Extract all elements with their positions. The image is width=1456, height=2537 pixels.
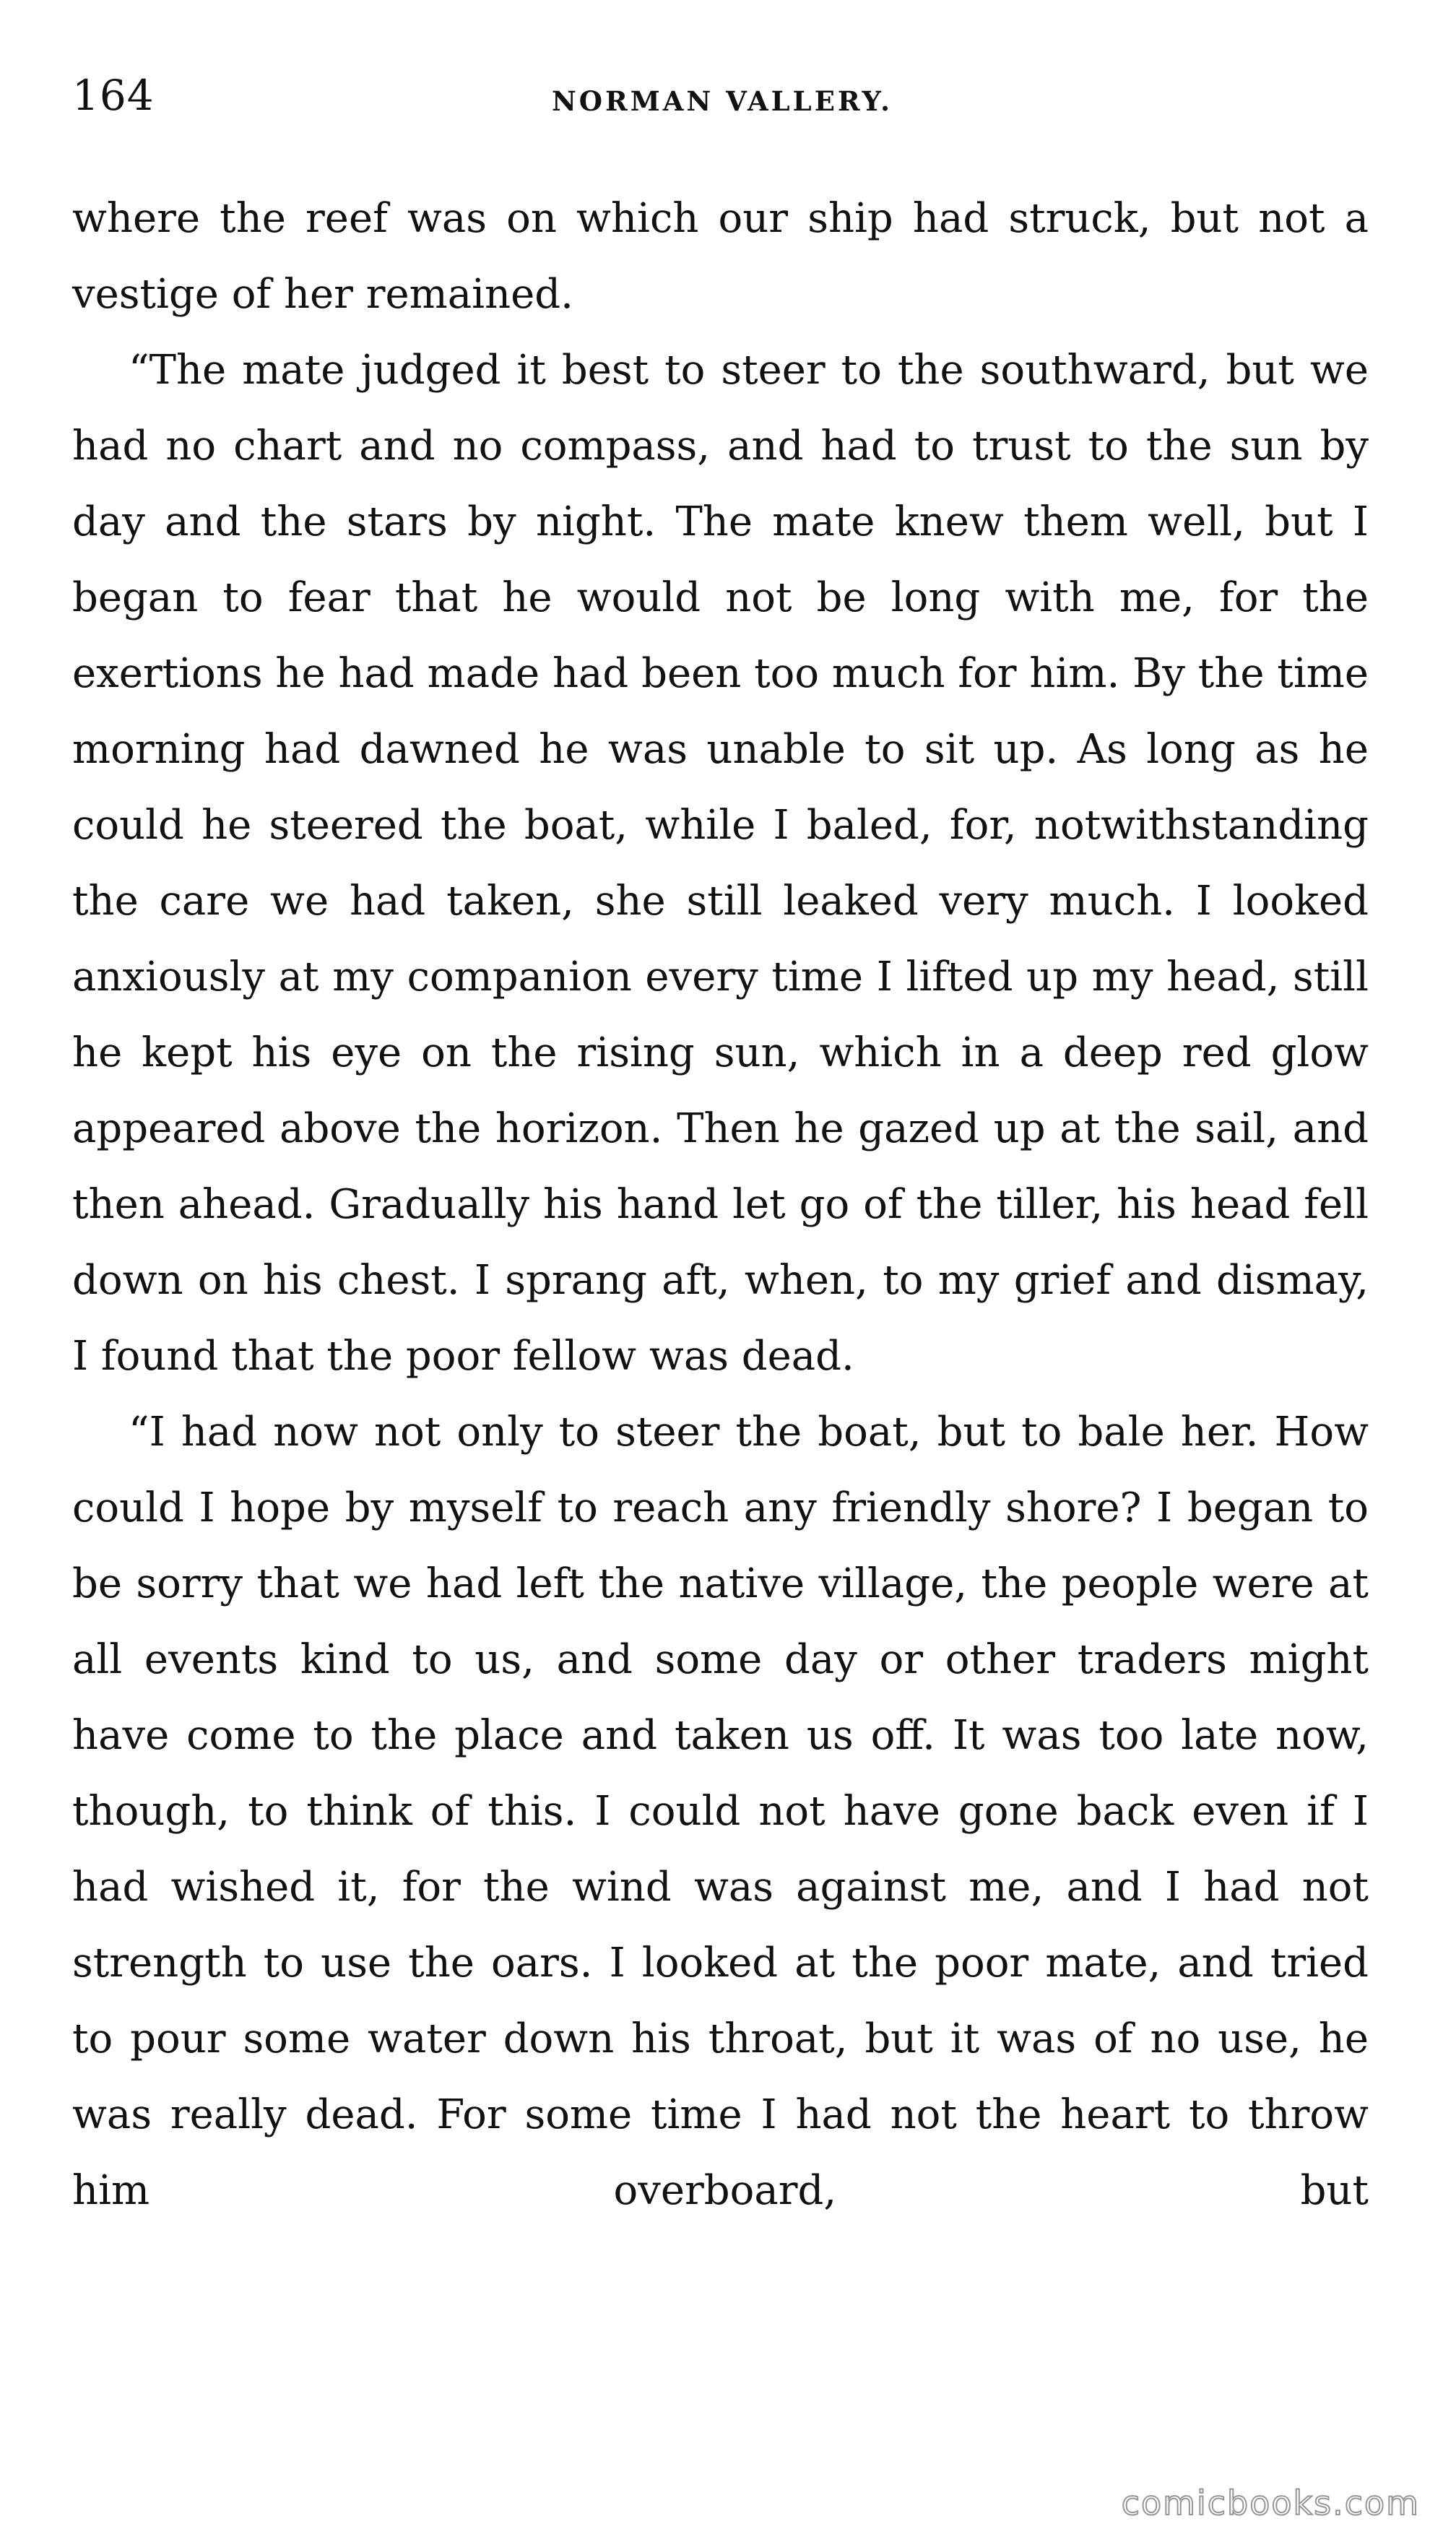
page-number: 164 [72,71,155,120]
body-text [72,181,1369,2229]
watermark: comicbooks.com [1121,2484,1420,2523]
page-header [72,66,1372,124]
paragraph-alone-in-boat: “I had now not only to steer the boat, but to bale her. How could I hope by myself to reach any friendly shore? I began to be sorry that we had left the native village, the people were at all events kind to us, and some day or other traders might have come to the place and taken us off. It was too late now, though, to think of this. I could not have gone back even if I had wished it, for the wind was against me, and I had not strength to use the oars. I looked at the poor mate, and tried to pour some water down his throat, but it was of no use, he was really dead. For some time I had not the heart to throw him overboard, but [72,1409,1369,2214]
paragraph-continuation: where the reef was on which our ship had struck, but not a vestige of her remained. [72,195,1369,318]
running-title: NORMAN VALLERY. [551,85,893,117]
paragraph-mate-steers: “The mate judged it best to steer to the southward, but we had no chart and no compass, and had to trust to the sun by day and the stars by night. The mate knew them well, but I began to fear that he would not be long with me, for the exertions he had made had been too much for him. By the time morning had dawned he was unable to sit up. As long as he could he steered the boat, while I baled, for, notwithstanding the care we had taken, she still leaked very much. I looked anxiously at my companion every time I lifted up my head, still he kept his eye on the rising sun, which in a deep red glow appeared above the horizon. Then he gazed up at the sail, and then ahead. Gradually his hand let go of the tiller, his head fell down on his chest. I sprang aft, when, to my grief and dismay, I found that the poor fellow was dead. [72,347,1369,1380]
